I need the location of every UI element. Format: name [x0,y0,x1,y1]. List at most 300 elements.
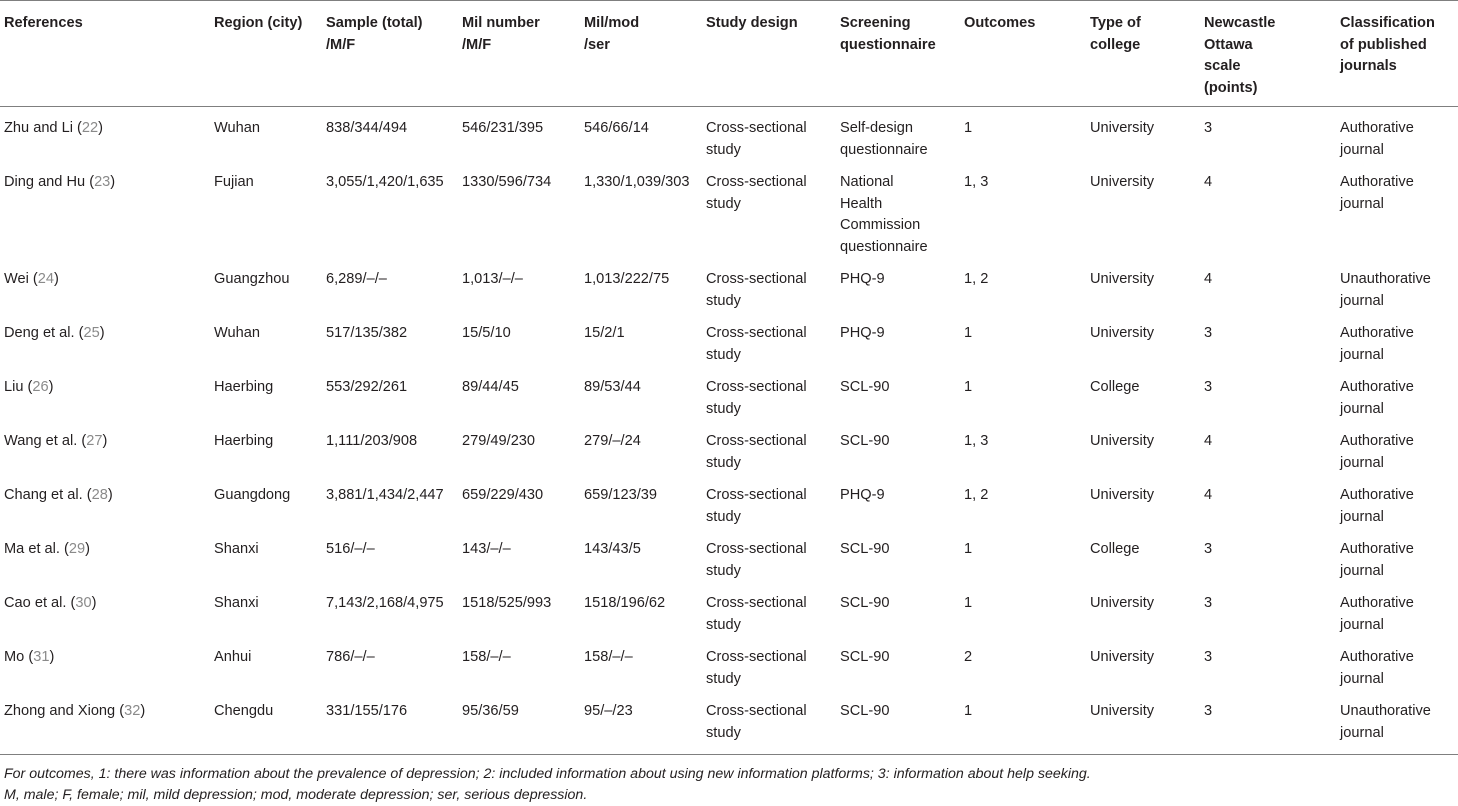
reference-link[interactable]: 28 [91,487,108,503]
cell-line: Mil number [462,15,540,31]
cell-line: college [1090,36,1141,53]
table-cell [1336,366,1458,420]
reference-authors: Cao et al. [4,595,67,611]
reference-cell: Wei (24) [4,271,59,287]
column-header [1336,1,1458,107]
cell-line: Anhui [214,649,252,665]
cell-line: 1, 2 [964,487,989,503]
table-cell [836,107,960,162]
cell-line: 546/66/14 [584,120,649,136]
reference-cell: Mo (31) [4,649,55,665]
cell-line: Cross-sectional [706,703,807,719]
cell-line: Authorative [1340,541,1414,557]
cell-line: journal [1340,562,1384,579]
table-cell [322,312,458,366]
reference-authors: Ding and Hu [4,174,86,190]
table-cell [702,161,836,258]
table-cell [210,690,322,755]
table-row [0,690,1458,755]
table-cell [210,474,322,528]
table-cell [580,420,702,474]
cell-line: 7,143/2,168/4,975 [326,595,444,611]
cell-line: 158/–/– [462,649,511,665]
table-cell [1336,582,1458,636]
table-body [0,107,1458,755]
cell-line: Cross-sectional [706,541,807,557]
footnote-abbreviations: M, male; F, female; mil, mild depression; mod, moderate depression; ser, serious depression. [4,787,588,803]
table-cell [960,312,1086,366]
cell-line: University [1090,703,1155,719]
table-row [0,636,1458,690]
table-cell [1200,312,1336,366]
cell-line: University [1090,487,1155,503]
table-cell [836,474,960,528]
table-footnotes [0,764,1458,806]
table-cell [1086,312,1200,366]
table-cell [210,582,322,636]
table-cell [210,258,322,312]
cell-line: 3,055/1,420/1,635 [326,174,444,190]
table-cell [580,690,702,755]
column-header [1200,1,1336,107]
table-cell [702,312,836,366]
cell-line: journal [1340,141,1384,158]
table-cell [458,474,580,528]
table-cell [458,420,580,474]
cell-line: SCL-90 [840,649,890,665]
table-cell [210,636,322,690]
cell-line: 3 [1204,325,1213,341]
reference-cell: Zhu and Li (22) [4,120,103,136]
cell-line: 1 [964,325,973,341]
table-cell [1336,107,1458,162]
table-cell [960,528,1086,582]
cell-line: Newcastle [1204,15,1276,31]
table-cell [458,528,580,582]
cell-line: College [1090,379,1140,395]
cell-line: Cross-sectional [706,487,807,503]
cell-line: 158/–/– [584,649,633,665]
reference-authors: Ma et al. [4,541,60,557]
cell-line: 3 [1204,595,1213,611]
cell-line: journal [1340,346,1384,363]
table-cell [580,161,702,258]
cell-line: 546/231/395 [462,120,544,136]
cell-line: SCL-90 [840,595,890,611]
cell-line: study [706,454,741,471]
table-cell [960,161,1086,258]
table-row [0,528,1458,582]
table-cell [836,690,960,755]
cell-line: journal [1340,195,1384,212]
table-cell [1336,161,1458,258]
cell-line: University [1090,174,1155,190]
table-row [0,582,1458,636]
table-cell [1200,474,1336,528]
reference-authors: Chang et al. [4,487,83,503]
cell-line: 89/44/45 [462,379,519,395]
header-row [0,1,1458,107]
cell-line: /ser [584,36,610,53]
cell-line: journal [1340,292,1384,309]
cell-line: Haerbing [214,379,274,395]
table-cell [960,582,1086,636]
cell-line: Chengdu [214,703,274,719]
cell-line: PHQ-9 [840,325,885,341]
table-cell [580,366,702,420]
cell-line: 279/49/230 [462,433,536,449]
cell-line: Region (city) [214,15,303,31]
table-cell [1336,312,1458,366]
table-cell [1086,582,1200,636]
column-header [960,1,1086,107]
cell-line: SCL-90 [840,541,890,557]
cell-line: 3 [1204,703,1213,719]
cell-line: 1,013/–/– [462,271,523,287]
reference-authors: Liu [4,379,24,395]
table-cell [210,161,322,258]
cell-line: Cross-sectional [706,325,807,341]
table-cell [322,690,458,755]
column-header [458,1,580,107]
table-cell [702,474,836,528]
table-cell [1336,690,1458,755]
cell-line: Screening [840,15,911,31]
table-cell [210,528,322,582]
cell-line: study [706,292,741,309]
cell-line: Cross-sectional [706,649,807,665]
cell-line: 1518/525/993 [462,595,552,611]
cell-line: 4 [1204,174,1213,190]
cell-line: 279/–/24 [584,433,641,449]
cell-line: 143/–/– [462,541,511,557]
reference-authors: Deng et al. [4,325,75,341]
cell-line: PHQ-9 [840,271,885,287]
table-cell [1086,690,1200,755]
cell-line: Ottawa [1204,36,1253,53]
cell-line: of published [1340,36,1427,53]
cell-line: 6,289/–/– [326,271,387,287]
cell-line: 516/–/– [326,541,375,557]
footnote-outcomes: For outcomes, 1: there was information about the prevalence of depression; 2: included information about using new information platforms; 3: information about help seeking. [4,766,1091,782]
cell-line: Unauthorative [1340,271,1431,287]
table-cell [458,258,580,312]
cell-line: journal [1340,616,1384,633]
table-cell [1336,636,1458,690]
cell-line: University [1090,325,1155,341]
table-cell [836,420,960,474]
cell-line: scale [1204,58,1241,74]
table-cell [1200,258,1336,312]
cell-line: journal [1340,508,1384,525]
table-cell [580,258,702,312]
cell-line: 331/155/176 [326,703,408,719]
cell-line: Cross-sectional [706,271,807,287]
cell-line: Authorative [1340,487,1414,503]
reference-authors: Mo [4,649,25,665]
column-header [0,1,210,107]
table-header [0,1,1458,107]
table-cell [702,366,836,420]
table-cell [1086,366,1200,420]
cell-line: Shanxi [214,595,259,611]
reference-authors: Wang et al. [4,433,78,449]
table-cell [1200,161,1336,258]
cell-line: SCL-90 [840,379,890,395]
column-header [322,1,458,107]
cell-line: 517/135/382 [326,325,408,341]
cell-line: 4 [1204,433,1213,449]
table-cell [702,690,836,755]
table-cell [322,420,458,474]
cell-line: Outcomes [964,15,1036,31]
cell-line: 1518/196/62 [584,595,666,611]
table-cell [836,312,960,366]
table-cell [836,366,960,420]
cell-line: (points) [1204,79,1258,96]
table-cell [210,366,322,420]
table-cell [1086,258,1200,312]
cell-line: 659/229/430 [462,487,544,503]
table-cell [1200,690,1336,755]
reference-authors: Zhu and Li [4,120,73,136]
cell-line: /M/F [462,36,492,53]
reference-link[interactable]: 29 [68,541,86,557]
table-cell [1336,528,1458,582]
cell-line: SCL-90 [840,703,890,719]
table-cell [322,582,458,636]
reference-link[interactable]: 31 [33,649,50,665]
table-row [0,258,1458,312]
reference-link[interactable]: 32 [124,703,141,719]
cell-line: 1,111/203/908 [326,433,418,449]
cell-line: 3 [1204,649,1213,665]
table-cell [702,636,836,690]
cell-line: Classification [1340,15,1435,31]
reference-cell: Deng et al. (25) [4,325,105,341]
cell-line: University [1090,649,1155,665]
cell-line: Authorative [1340,595,1414,611]
table-cell [580,528,702,582]
table-cell [458,312,580,366]
column-header [210,1,322,107]
cell-line: Study design [706,15,798,31]
cell-line: questionnaire [840,36,936,53]
cell-line: Authorative [1340,174,1414,190]
table-cell [458,690,580,755]
reference-link[interactable]: 22 [81,120,99,136]
table-cell [960,636,1086,690]
table-cell [960,420,1086,474]
table-cell [702,420,836,474]
table-cell [580,474,702,528]
cell-line: study [706,616,741,633]
table-cell [1086,528,1200,582]
table-cell [1086,420,1200,474]
cell-line: 2 [964,649,973,665]
cell-line: PHQ-9 [840,487,885,503]
table-cell [960,258,1086,312]
table-cell [836,258,960,312]
cell-line: Authorative [1340,649,1414,665]
cell-line: Wuhan [214,325,260,341]
table-cell [458,161,580,258]
cell-line: 3 [1204,379,1213,395]
cell-line: College [1090,541,1140,557]
table-cell [322,161,458,258]
table-cell [1200,528,1336,582]
column-header [836,1,960,107]
cell-line: 553/292/261 [326,379,408,395]
table-cell [322,528,458,582]
cell-line: 786/–/– [326,649,375,665]
cell-line: Cross-sectional [706,433,807,449]
cell-line: Health [840,195,883,212]
table-cell [580,582,702,636]
cell-line: /M/F [326,36,356,53]
cell-line: study [706,195,741,212]
table-cell [960,107,1086,162]
reference-link[interactable]: 23 [94,174,111,190]
cell-line: Cross-sectional [706,595,807,611]
table-cell [458,107,580,162]
cell-line: 1 [964,379,973,395]
cell-line: 1, 2 [964,271,989,287]
table-cell [1086,161,1200,258]
cell-line: 1 [964,703,973,719]
table-cell [210,312,322,366]
reference-cell: Ding and Hu (23) [4,174,116,190]
cell-line: University [1090,433,1155,449]
cell-line: Authorative [1340,433,1414,449]
reference-cell: Cao et al. (30) [4,595,97,611]
reference-cell: Chang et al. (28) [4,487,113,503]
cell-line: Guangdong [214,487,291,503]
table-cell [1086,474,1200,528]
column-header [702,1,836,107]
cell-line: University [1090,595,1155,611]
cell-line: Wuhan [214,120,260,136]
table-cell [1200,107,1336,162]
table-cell [322,474,458,528]
column-header [580,1,702,107]
table-cell [1336,474,1458,528]
table-cell [836,161,960,258]
cell-line: 143/43/5 [584,541,641,557]
reference-link[interactable]: 25 [83,325,100,341]
reference-link[interactable]: 30 [75,595,92,611]
cell-line: 1 [964,120,973,136]
table-cell [960,690,1086,755]
table-cell [458,636,580,690]
reference-link[interactable]: 26 [32,379,49,395]
cell-line: References [4,15,83,31]
cell-line: Cross-sectional [706,174,807,190]
table-row [0,474,1458,528]
cell-line: 3 [1204,120,1213,136]
cell-line: Mil/mod [584,15,640,31]
table-cell [1086,107,1200,162]
table-row [0,107,1458,162]
cell-line: Authorative [1340,379,1414,395]
table-cell [1200,366,1336,420]
reference-authors: Zhong and Xiong [4,703,116,719]
table-cell [322,636,458,690]
table-row [0,420,1458,474]
table-cell [322,258,458,312]
table-cell [322,107,458,162]
cell-line: Sample (total) [326,15,423,31]
table-cell [836,636,960,690]
table-cell [836,582,960,636]
cell-line: Shanxi [214,541,259,557]
cell-line: 1,330/1,039/303 [584,174,690,190]
cell-line: journal [1340,400,1384,417]
cell-line: 659/123/39 [584,487,658,503]
table-cell [580,107,702,162]
reference-link[interactable]: 27 [86,433,103,449]
table-cell [210,107,322,162]
cell-line: 1 [964,595,973,611]
cell-line: study [706,670,741,687]
cell-line: 3,881/1,434/2,447 [326,487,444,503]
reference-cell: Zhong and Xiong (32) [4,703,146,719]
cell-line: journal [1340,724,1384,741]
cell-line: Haerbing [214,433,274,449]
cell-line: 89/53/44 [584,379,641,395]
table-row [0,366,1458,420]
cell-line: 1, 3 [964,433,989,449]
cell-line: questionnaire [840,141,928,158]
cell-line: Self-design [840,120,914,136]
cell-line: journal [1340,670,1384,687]
table-cell [1200,582,1336,636]
reference-link[interactable]: 24 [37,271,55,287]
table-cell [1336,258,1458,312]
cell-line: study [706,724,741,741]
cell-line: Fujian [214,174,254,190]
table-row [0,312,1458,366]
table-cell [1200,636,1336,690]
reference-cell: Ma et al. (29) [4,541,90,557]
table-cell [580,636,702,690]
column-header [1086,1,1200,107]
cell-line: 4 [1204,271,1213,287]
cell-line: SCL-90 [840,433,890,449]
cell-line: 1, 3 [964,174,989,190]
cell-line: 3 [1204,541,1213,557]
table-cell [960,474,1086,528]
table-cell [836,528,960,582]
table-cell [702,258,836,312]
table-cell [458,366,580,420]
reference-cell: Wang et al. (27) [4,433,108,449]
cell-line: 15/5/10 [462,325,511,341]
table-cell [580,312,702,366]
cell-line: 15/2/1 [584,325,625,341]
cell-line: study [706,508,741,525]
cell-line: 1 [964,541,973,557]
cell-line: 1330/596/734 [462,174,552,190]
table-cell [458,582,580,636]
cell-line: 95/–/23 [584,703,633,719]
reference-cell: Liu (26) [4,379,54,395]
table-cell [1336,420,1458,474]
table-cell [702,582,836,636]
cell-line: University [1090,120,1155,136]
table-cell [960,366,1086,420]
table-cell [702,528,836,582]
